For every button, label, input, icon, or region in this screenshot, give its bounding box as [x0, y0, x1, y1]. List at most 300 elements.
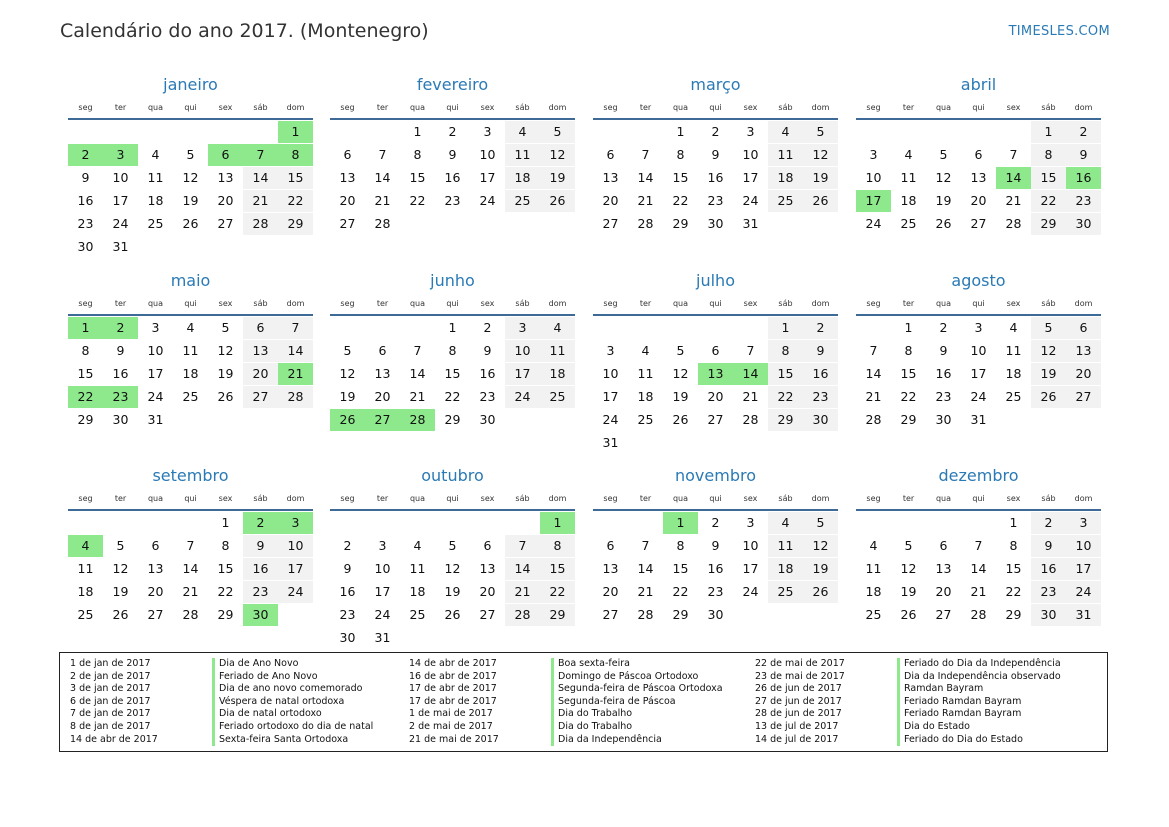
day-cell: 5 [939, 147, 948, 162]
empty-cell [278, 236, 313, 258]
holiday-name: Domingo de Páscoa Ortodoxo [551, 671, 698, 684]
weekday-label: dom [548, 299, 567, 308]
day-cell: 17 [479, 170, 496, 185]
empty-cell [243, 236, 278, 258]
week-row [593, 190, 838, 212]
day-cell: 28 [637, 216, 654, 231]
day-cell: 25 [409, 607, 426, 622]
day-cell: 8 [904, 343, 913, 358]
day-cell: 20 [602, 584, 619, 599]
holiday-date: 2 de jan de 2017 [70, 670, 151, 682]
weekday-label: qua [147, 103, 164, 112]
day-cell: 9 [1066, 144, 1101, 166]
day-cell: 3 [505, 317, 540, 339]
day-cell: 6 [606, 538, 615, 553]
day-cell: 31 [602, 435, 619, 450]
day-cell: 14 [505, 558, 540, 580]
empty-cell [330, 512, 365, 534]
day-cell: 25 [147, 216, 164, 231]
empty-cell [435, 627, 470, 649]
week-row [68, 535, 313, 557]
empty-cell [803, 213, 838, 235]
day-cell: 4 [768, 512, 803, 534]
day-cell: 24 [970, 389, 987, 404]
day-cell: 16 [707, 170, 724, 185]
day-cell: 26 [803, 581, 838, 603]
holiday-day-cell: 14 [996, 167, 1031, 189]
weekday-label: sáb [778, 103, 793, 112]
day-cell: 19 [1031, 363, 1066, 385]
holiday-name: Dia da Independência observado [897, 671, 1061, 684]
week-row [68, 604, 313, 626]
weekday-label: sex [480, 494, 495, 503]
empty-cell [540, 213, 575, 235]
week-row [68, 144, 313, 166]
holiday-day-cell: 2 [68, 144, 103, 166]
day-cell: 22 [409, 193, 426, 208]
holiday-name: Ramdan Bayram [897, 683, 983, 696]
weekday-header [856, 98, 1101, 120]
empty-cell [926, 121, 961, 143]
weekday-label: sex [743, 494, 758, 503]
week-row [856, 535, 1101, 557]
day-cell: 22 [444, 389, 461, 404]
empty-cell [733, 604, 768, 626]
holiday-name: Feriado ortodoxo do dia de natal [212, 721, 373, 734]
week-row [68, 213, 313, 235]
holiday-day-cell: 30 [243, 604, 278, 626]
week-row [593, 581, 838, 603]
holiday-day-cell: 3 [278, 512, 313, 534]
weekday-header [68, 294, 313, 316]
day-cell: 19 [540, 167, 575, 189]
day-cell: 16 [1031, 558, 1066, 580]
empty-cell [1031, 409, 1066, 431]
empty-cell [891, 512, 926, 534]
empty-cell [173, 409, 208, 431]
day-cell: 6 [606, 147, 615, 162]
week-row [593, 409, 838, 431]
day-cell: 25 [768, 190, 803, 212]
holiday-date: 7 de jan de 2017 [70, 708, 151, 720]
holiday-name: Segunda-feira de Páscoa Ortodoxa [551, 683, 723, 696]
day-cell: 20 [339, 193, 356, 208]
week-row [856, 340, 1101, 362]
day-cell: 5 [186, 147, 195, 162]
day-cell: 22 [900, 389, 917, 404]
day-cell: 5 [1031, 317, 1066, 339]
empty-cell [173, 512, 208, 534]
day-cell: 21 [374, 193, 391, 208]
day-cell: 14 [278, 340, 313, 362]
holiday-date: 23 de mai de 2017 [755, 670, 845, 682]
day-cell: 12 [217, 343, 234, 358]
day-cell: 24 [505, 386, 540, 408]
day-cell: 9 [803, 340, 838, 362]
day-cell: 31 [742, 216, 759, 231]
weekday-label: ter [639, 494, 652, 503]
week-row [593, 558, 838, 580]
weekday-label: dom [1074, 299, 1093, 308]
day-cell: 11 [768, 535, 803, 557]
day-cell: 23 [707, 584, 724, 599]
day-cell: 14 [637, 561, 654, 576]
holiday-day-cell: 2 [243, 512, 278, 534]
empty-cell [505, 409, 540, 431]
weekday-label: sex [218, 494, 233, 503]
holiday-date: 26 de jun de 2017 [755, 683, 842, 695]
empty-cell [856, 512, 891, 534]
day-cell: 18 [147, 193, 164, 208]
empty-cell [470, 213, 505, 235]
day-cell: 6 [151, 538, 160, 553]
day-cell: 16 [112, 366, 129, 381]
day-cell: 4 [1009, 320, 1018, 335]
day-cell: 6 [483, 538, 492, 553]
day-cell: 23 [803, 386, 838, 408]
day-cell: 2 [711, 515, 720, 530]
holiday-date: 1 de jan de 2017 [70, 658, 151, 669]
empty-cell [505, 213, 540, 235]
week-row [330, 363, 575, 385]
weekday-label: qui [446, 103, 459, 112]
day-cell: 28 [243, 213, 278, 235]
day-cell: 20 [602, 193, 619, 208]
empty-cell [435, 213, 470, 235]
day-cell: 26 [803, 190, 838, 212]
holiday-date: 1 de mai de 2017 [409, 708, 493, 720]
weekday-label: sex [1006, 494, 1021, 503]
day-cell: 9 [343, 561, 352, 576]
empty-cell [68, 121, 103, 143]
day-cell: 26 [112, 607, 129, 622]
day-cell: 19 [900, 584, 917, 599]
weekday-label: ter [902, 103, 915, 112]
holiday-day-cell: 13 [698, 363, 733, 385]
empty-cell [330, 121, 365, 143]
day-cell: 14 [637, 170, 654, 185]
day-cell: 15 [1031, 167, 1066, 189]
weekday-label: ter [114, 103, 127, 112]
day-cell: 5 [116, 538, 125, 553]
day-cell: 7 [974, 538, 983, 553]
day-cell: 15 [672, 561, 689, 576]
month-name: junho [430, 271, 475, 290]
month-abril [856, 72, 1101, 235]
month-outubro [330, 463, 575, 649]
weekday-label: ter [376, 299, 389, 308]
day-cell: 31 [970, 412, 987, 427]
day-cell: 22 [672, 193, 689, 208]
empty-cell [996, 409, 1031, 431]
weekday-label: ter [114, 299, 127, 308]
weekday-label: qua [672, 299, 689, 308]
day-cell: 26 [935, 216, 952, 231]
day-cell: 6 [343, 147, 352, 162]
month-dezembro [856, 463, 1101, 626]
empty-cell [103, 121, 138, 143]
empty-cell [330, 317, 365, 339]
day-cell: 13 [602, 170, 619, 185]
day-cell: 10 [505, 340, 540, 362]
day-cell: 30 [935, 412, 952, 427]
day-cell: 17 [112, 193, 129, 208]
holiday-name: Feriado do Dia da Independência [897, 658, 1061, 671]
day-cell: 17 [1066, 558, 1101, 580]
weekday-label: qui [184, 299, 197, 308]
day-cell: 28 [278, 386, 313, 408]
empty-cell [173, 121, 208, 143]
holiday-name: Sexta-feira Santa Ortodoxa [212, 734, 348, 747]
holiday-day-cell: 1 [278, 121, 313, 143]
day-cell: 29 [1031, 213, 1066, 235]
day-cell: 21 [970, 584, 987, 599]
day-cell: 12 [935, 170, 952, 185]
week-row [593, 213, 838, 235]
week-row [856, 512, 1101, 534]
weekday-label: sex [218, 103, 233, 112]
weekday-header [593, 294, 838, 316]
holiday-name: Dia de natal ortodoxo [212, 708, 322, 721]
day-cell: 16 [935, 366, 952, 381]
day-cell: 8 [1009, 538, 1018, 553]
day-cell: 28 [374, 216, 391, 231]
day-cell: 2 [939, 320, 948, 335]
day-cell: 30 [77, 239, 94, 254]
day-cell: 29 [217, 607, 234, 622]
weekday-label: dom [1074, 103, 1093, 112]
day-cell: 29 [768, 409, 803, 431]
day-cell: 11 [505, 144, 540, 166]
day-cell: 17 [374, 584, 391, 599]
weekday-label: sáb [253, 103, 268, 112]
weekday-label: ter [902, 494, 915, 503]
day-cell: 27 [217, 216, 234, 231]
weekday-label: ter [639, 299, 652, 308]
weekday-label: qui [446, 494, 459, 503]
day-cell: 13 [243, 340, 278, 362]
week-row [856, 581, 1101, 603]
day-cell: 21 [742, 389, 759, 404]
day-cell: 28 [1005, 216, 1022, 231]
holiday-date: 2 de mai de 2017 [409, 720, 493, 732]
weekday-label: qua [935, 299, 952, 308]
weekday-label: seg [603, 494, 618, 503]
day-cell: 9 [243, 535, 278, 557]
month-name: março [690, 75, 741, 94]
day-cell: 13 [602, 561, 619, 576]
empty-cell [803, 604, 838, 626]
weekday-label: seg [603, 103, 618, 112]
day-cell: 5 [343, 343, 352, 358]
empty-cell [243, 409, 278, 431]
day-cell: 8 [676, 538, 685, 553]
weekday-header [330, 98, 575, 120]
day-cell: 27 [602, 607, 619, 622]
month-janeiro [68, 72, 313, 258]
day-cell: 19 [339, 389, 356, 404]
week-row [330, 121, 575, 143]
day-cell: 13 [935, 561, 952, 576]
holiday-name: Dia da Independência [551, 734, 662, 747]
holiday-name: Dia de ano novo comemorado [212, 683, 362, 696]
site-link[interactable]: TIMESLES.COM [1008, 24, 1110, 39]
holiday-day-cell: 21 [278, 363, 313, 385]
day-cell: 8 [413, 147, 422, 162]
holiday-date: 3 de jan de 2017 [70, 683, 151, 695]
day-cell: 5 [904, 538, 913, 553]
weekday-label: qua [409, 299, 426, 308]
day-cell: 27 [935, 607, 952, 622]
day-cell: 17 [742, 170, 759, 185]
holiday-date: 22 de mai de 2017 [755, 658, 845, 669]
empty-cell [138, 512, 173, 534]
day-cell: 26 [444, 607, 461, 622]
day-cell: 24 [742, 193, 759, 208]
day-cell: 23 [1031, 581, 1066, 603]
empty-cell [400, 317, 435, 339]
day-cell: 25 [540, 386, 575, 408]
empty-cell [173, 236, 208, 258]
day-cell: 18 [77, 584, 94, 599]
day-cell: 30 [479, 412, 496, 427]
day-cell: 29 [900, 412, 917, 427]
week-row [593, 363, 838, 385]
empty-cell [138, 121, 173, 143]
empty-cell [856, 317, 891, 339]
empty-cell [698, 432, 733, 454]
day-cell: 12 [900, 561, 917, 576]
weekday-label: sáb [515, 299, 530, 308]
empty-cell [628, 512, 663, 534]
day-cell: 19 [217, 366, 234, 381]
week-row [856, 409, 1101, 431]
day-cell: 19 [803, 167, 838, 189]
day-cell: 27 [707, 412, 724, 427]
day-cell: 15 [1005, 561, 1022, 576]
day-cell: 30 [1031, 604, 1066, 626]
month-julho [593, 268, 838, 454]
day-cell: 8 [540, 535, 575, 557]
holiday-name: Feriado Ramdan Bayram [897, 708, 1021, 721]
week-row [856, 386, 1101, 408]
weekday-label: seg [78, 299, 93, 308]
weekday-label: qua [672, 494, 689, 503]
day-cell: 9 [81, 170, 90, 185]
day-cell: 13 [374, 366, 391, 381]
weekday-label: sáb [778, 299, 793, 308]
day-cell: 8 [1031, 144, 1066, 166]
day-cell: 20 [970, 193, 987, 208]
weekday-label: qui [972, 299, 985, 308]
weekday-label: sáb [778, 494, 793, 503]
day-cell: 21 [182, 584, 199, 599]
holiday-day-cell: 4 [68, 535, 103, 557]
weekday-label: sáb [253, 299, 268, 308]
month-fevereiro [330, 72, 575, 235]
day-cell: 13 [479, 561, 496, 576]
day-cell: 10 [374, 561, 391, 576]
day-cell: 12 [540, 144, 575, 166]
weekday-label: qui [446, 299, 459, 308]
week-row [593, 512, 838, 534]
day-cell: 25 [77, 607, 94, 622]
day-cell: 28 [505, 604, 540, 626]
weekday-label: dom [811, 103, 830, 112]
empty-cell [365, 317, 400, 339]
empty-cell [208, 409, 243, 431]
day-cell: 29 [278, 213, 313, 235]
day-cell: 2 [1066, 121, 1101, 143]
day-cell: 18 [1005, 366, 1022, 381]
holiday-name: Dia do Trabalho [551, 721, 632, 734]
day-cell: 12 [182, 170, 199, 185]
day-cell: 24 [278, 581, 313, 603]
day-cell: 30 [803, 409, 838, 431]
day-cell: 7 [869, 343, 878, 358]
day-cell: 23 [339, 607, 356, 622]
empty-cell [733, 317, 768, 339]
weekday-label: ter [376, 494, 389, 503]
day-cell: 15 [278, 167, 313, 189]
day-cell: 10 [742, 538, 759, 553]
day-cell: 26 [540, 190, 575, 212]
day-cell: 13 [339, 170, 356, 185]
day-cell: 26 [182, 216, 199, 231]
day-cell: 3 [378, 538, 387, 553]
empty-cell [103, 512, 138, 534]
day-cell: 17 [147, 366, 164, 381]
week-row [330, 213, 575, 235]
day-cell: 24 [147, 389, 164, 404]
day-cell: 3 [746, 124, 755, 139]
holiday-date: 17 de abr de 2017 [409, 695, 497, 707]
day-cell: 5 [448, 538, 457, 553]
empty-cell [435, 512, 470, 534]
day-cell: 4 [540, 317, 575, 339]
day-cell: 29 [672, 607, 689, 622]
day-cell: 18 [409, 584, 426, 599]
weekday-label: sex [743, 299, 758, 308]
day-cell: 4 [869, 538, 878, 553]
day-cell: 10 [278, 535, 313, 557]
month-name: fevereiro [416, 75, 489, 94]
day-cell: 4 [186, 320, 195, 335]
month-novembro [593, 463, 838, 626]
day-cell: 15 [217, 561, 234, 576]
weekday-label: dom [286, 103, 305, 112]
holiday-day-cell: 2 [103, 317, 138, 339]
day-cell: 16 [77, 193, 94, 208]
day-cell: 26 [1031, 386, 1066, 408]
weekday-header [330, 489, 575, 511]
week-row [856, 167, 1101, 189]
day-cell: 3 [483, 124, 492, 139]
weekday-label: dom [548, 494, 567, 503]
day-cell: 28 [742, 412, 759, 427]
weekday-label: dom [286, 494, 305, 503]
day-cell: 7 [641, 538, 650, 553]
day-cell: 15 [900, 366, 917, 381]
day-cell: 11 [409, 561, 426, 576]
week-row [68, 317, 313, 339]
weekday-label: qua [672, 103, 689, 112]
week-row [330, 558, 575, 580]
week-row [68, 558, 313, 580]
week-row [330, 604, 575, 626]
day-cell: 10 [1066, 535, 1101, 557]
day-cell: 11 [77, 561, 94, 576]
